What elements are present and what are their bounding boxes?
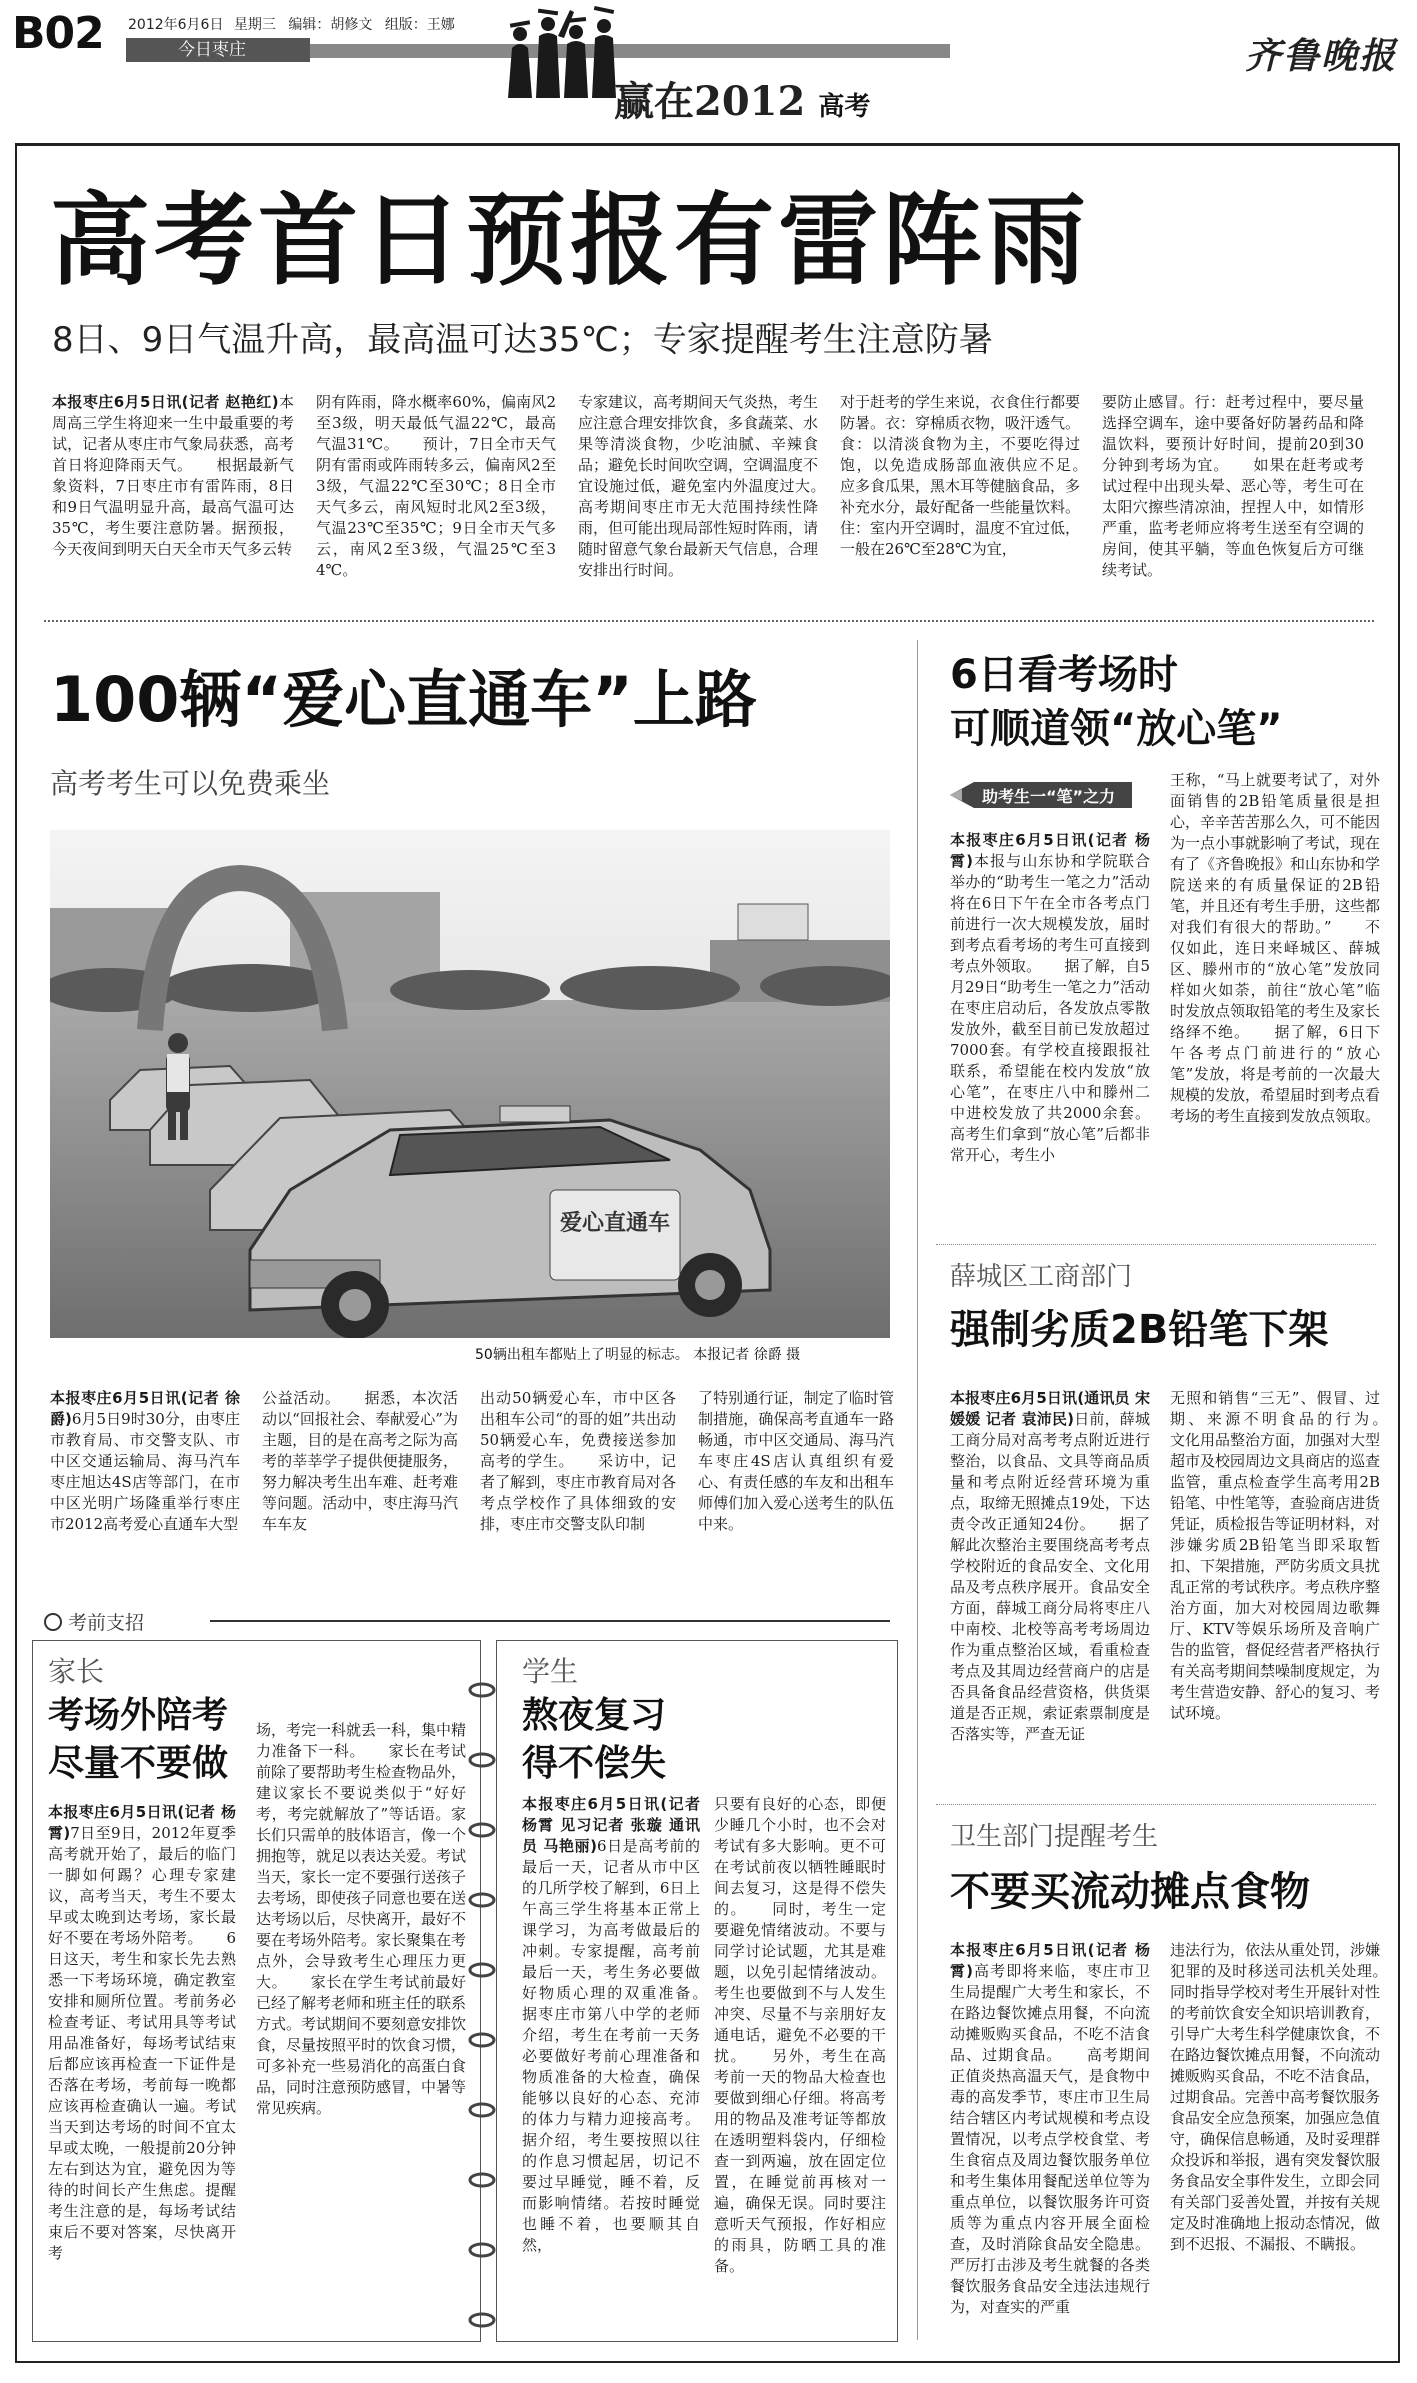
- lead-subtitle: 8日、9日气温升高，最高温可达35℃；专家提醒考生注意防暑: [52, 320, 993, 360]
- header-meta: [128, 14, 455, 34]
- lead-text-2: 阴有阵雨，降水概率60%，偏南风2至3级，明天最低气温22℃，最高气温31℃。 预计，7日全市天气阴有雷雨或阵雨转多云，偏南风2至3级，气温22℃至30℃；8日全市天气多云，南风短时北风2至3级，气温23℃至35℃；9日全市天气多云，南风2至3级，气温25℃至34℃。: [316, 393, 556, 579]
- pen-col-1: [950, 830, 1150, 1230]
- pencil-headline: 强制劣质2B铅笔下架: [950, 1307, 1329, 1353]
- spiral-binding: [466, 1650, 498, 2340]
- issue-date: 2012年6月6日: [128, 17, 224, 33]
- taxi-text-4: 了特别通行证，制定了临时管制措施，确保高考直通车一路畅通，市中区交通局、海马汽车枣庄4S店认真组织有爱心、有责任感的车友和出租车师傅们加入爱心送考生的队伍中来。: [698, 1389, 894, 1533]
- banner-tag: 高考: [818, 92, 871, 122]
- lead-headline: 高考首日预报有雷阵雨: [50, 182, 1090, 299]
- editor-credit: 编辑：胡修文: [288, 17, 373, 33]
- parent-text-2: 场，考完一科就丢一科，集中精力准备下一科。 家长在考试前除了要帮助考生检查物品外，建议家长不要说类似于“好好考，考完就解放了”等话语。家长们只需单的肢体语言，像一个拥抱等，就足以表达关爱。考试当天，家长一定不要强行送孩子去考场，即使孩子同意也要在送达考场以后，尽快离开，最好不要在考场外陪考。家长聚集在考点外，会导致考生心理压力更大。 家长在学生考试前最好已经了解考老师和班主任的联系方式。考试期间不要刻意安排饮食，尽量按照平时的饮食习惯，可多补充一些易消化的高蛋白食品，同时注意预防感冒，中暑等常见疾病。: [256, 1721, 466, 2117]
- pen-logo-label: 助考生一“笔”之力: [982, 787, 1116, 806]
- stall-col-1: [950, 1940, 1150, 2350]
- pen-dateline: 本报枣庄6月5日讯(记者 杨霄): [950, 831, 1150, 870]
- student-text-1: 6日是高考前的最后一天，记者从市中区的几所学校了解到，6日上午高三学生将基本正常上课学习，为高考做最后的冲刺。专家提醒，高考前最后一天，考生务必要做好物质心理的双重准备。 据枣庄市第八中学的老师介绍，考生在考前一天务必要做好考前心理准备和物质准备的大检查，确保能够以良好的心态、充沛的体力与精力迎接高考。据介绍，考生要按照以往的作息习惯起居，切记不要过早睡觉，睡不着，反而影响情绪。若按时睡觉也睡不着，也要顺其自然，: [522, 1837, 700, 2254]
- section-name: 今日枣庄: [178, 40, 246, 60]
- top-rule: [15, 143, 1400, 146]
- lead-col-3: [578, 392, 818, 607]
- parent-headline-line2: 尽量不要做: [48, 1743, 229, 1784]
- student-headline-line1: 熬夜复习: [522, 1695, 667, 1736]
- parent-text-1: 7日至9日，2012年夏季高考就开始了，最后的临门一脚如何踢？心理专家建议，高考当天，考生不要太早或太晚到达考场，家长最好不要在考场外陪考。 6日这天，考生和家长先去熟悉一下考场环境，确定教室安排和厕所位置。考前务必检查考证、考试用具等考试用品准备好，每场考试结束后都应该再检查一下证件是否落在考场，考前每一晚都应该再检查确认一遍。考试当天到达考场的时间不宜太早或太晚，一般提前20分钟左右到达为宜，避免因为等待的时间长产生焦虑。提醒考生注意的是，每场考试结束后不要对答案，尽快离开考: [48, 1824, 236, 2262]
- taxi-col-3: [480, 1388, 676, 1598]
- stall-kicker: 卫生部门提醒考生: [950, 1822, 1159, 1852]
- bulb-icon: [44, 1613, 62, 1631]
- lead-text-5: 要防止感冒。行：赶考过程中，要尽量选择空调车，途中要备好防暑药品和降温饮料，要预计好时间，提前20到30分钟到考场为宜。 如果在赶考或考试过程中出现头晕、恶心等，考生可在太阳穴擦些清凉油，捏捏人中，如情形严重，监考老师应将考生送至有空调的房间，使其平躺，等血色恢复后方可继续考试。: [1102, 393, 1364, 579]
- parent-kicker: 家长: [48, 1655, 105, 1688]
- lead-col-5: [1102, 392, 1364, 607]
- pen-text-2: 王称，“马上就要考试了，对外面销售的2B铅笔质量很是担心，辛辛苦苦那么久，可不能因为一点小事就影响了考试，现在有了《齐鲁晚报》和山东协和学院送来的有质量保证的2B铅笔，并且还有考生手册，这些都对我们有很大的帮助。” 不仅如此，连日来峄城区、薛城区、滕州市的“放心笔”发放同样如火如荼，前往“放心笔”临时发放点领取铅笔的考生及家长络绎不绝。 据了解，6日下午各考点门前进行的“放心笔”发放，将是考前的一次最大规模的发放，希望届时到考点看考场的考生直接到发放点领取。: [1170, 771, 1380, 1125]
- taxi-col-1: [50, 1388, 240, 1598]
- lead-divider: [44, 620, 1374, 622]
- taxi-text-1: 6月5日9时30分，由枣庄市教育局、市交警支队、市中区交通运输局、海马汽车枣庄旭达4S店等部门，在市中区光明广场隆重举行枣庄市2012高考爱心直通车大型: [50, 1410, 240, 1533]
- pencil-text-2: 无照和销售“三无”、假冒、过期、来源不明食品的行为。 文化用品整治方面，加强对大型超市及校园周边文具商店的巡查监管，重点检查学生高考用2B铅笔、中性笔等，查验商店进货凭证，质检报告等证明材料，对涉嫌劣质2B铅笔当即采取暂扣、下架措施，严防劣质文具扰乱正常的考试秩序。考点秩序整治方面，加大对校园周边歌舞厅、KTV等娱乐场所及音响广告的监管，督促经营者严格执行有关高考期间禁噪制度规定，为考生营造安静、舒心的复习、考试环境。: [1170, 1389, 1380, 1722]
- lead-col-1: [52, 392, 294, 607]
- pencil-kicker: 薛城区工商部门: [950, 1262, 1133, 1292]
- taxi-dateline: 本报枣庄6月5日讯(记者 徐爵): [50, 1389, 240, 1428]
- support-section-name: 考前支招: [68, 1612, 145, 1634]
- student-col-2: [714, 1794, 886, 2334]
- lead-text-4: 对于赶考的学生来说，衣食住行都要防暑。衣：穿棉质衣物，吸汗透气。食：以清淡食物为主，不要吃得过饱，以免造成肠部血液供应不足。 应多食瓜果，黑木耳等健脑食品，多补充水分，最好配备一些能量饮料。住：室内开空调时，温度不宜过低，一般在26℃至28℃为宜，: [840, 393, 1080, 558]
- support-top-rule: [210, 1620, 890, 1622]
- student-headline-line2: 得不偿失: [522, 1743, 667, 1784]
- student-text-2: 只要有良好的心态，即便少睡几个小时，也不会对考试有多大影响。更不可在考试前夜以牺牲睡眠时间去复习，这是得不偿失的。 同时，考生一定要避免情绪波动。不要与同学讨论试题，尤其是难题，以免引起情绪波动。考生也要做到不与人发生冲突、尽量不与亲朋好友通电话，避免不必要的干扰。 另外，考生在高考前一天的物品大检查也要做到细心仔细。将高考用的物品及准考证等都放在透明塑料袋内，仔细检查一到两遍，放在固定位置，在睡觉前再核对一遍，确保无误。同时要注意听天气预报，作好相应的雨具，防晒工具的准备。: [714, 1795, 886, 2275]
- stall-headline: 不要买流动摊点食物: [950, 1869, 1310, 1915]
- taxi-photo: [50, 830, 890, 1338]
- stall-text-2: 违法行为，依法从重处罚，涉嫌犯罪的及时移送司法机关处理。 同时指导学校对考生开展针对性的考前饮食安全知识培训教育，引导广大考生科学健康饮食，不在路边餐饮摊点用餐，不向流动摊贩购买食品，不吃不洁食品，过期食品。完善中高考餐饮服务食品安全应急预案，加强应急值守，确保信息畅通，及时妥理群众投诉和举报，遇有突发餐饮服务食品安全事件发生，立即会同有关部门妥善处置，并按有关规定及时准确地上报动态情况，做到不迟报、不漏报、不瞒报。: [1170, 1941, 1380, 2253]
- student-dateline: 本报枣庄6月5日讯(记者 杨霄 见习记者 张璇 通讯员 马艳丽): [522, 1795, 700, 1855]
- pencil-col-2: [1170, 1388, 1380, 1798]
- pencil-divider: [936, 1804, 1376, 1805]
- lead-col-4: [840, 392, 1080, 607]
- taxi-col-2: [262, 1388, 458, 1598]
- lead-text-3: 专家建议，高考期间天气炎热，考生应注意合理安排饮食，多食蔬菜、水果等清淡食物，少吃油腻、辛辣食品；避免长时间吹空调，空调温度不宜设施过低，避免室内外温度过大。 高考期间枣庄市无大范围持续性降雨，但可能出现局部性短时阵雨，请随时留意气象台最新天气信息，合理安排出行时间。: [578, 393, 818, 579]
- pen-col-2: [1170, 770, 1380, 1230]
- taxi-photo-caption: 50辆出租车都贴上了明显的标志。 本报记者 徐爵 摄: [475, 1347, 801, 1363]
- right-rule: [1398, 143, 1400, 2363]
- banner-main: 赢在2012: [614, 78, 806, 125]
- stall-col-2: [1170, 1940, 1380, 2350]
- lead-dateline: 本报枣庄6月5日讯(记者 赵艳红): [52, 393, 279, 411]
- pen-headline: [950, 648, 1283, 756]
- banner-title: [614, 70, 870, 127]
- masthead-logo: 齐鲁晚报: [1245, 35, 1398, 77]
- photo-sign: 爱心直通车: [559, 1211, 671, 1236]
- taxi-text-2: 公益活动。 据悉，本次活动以“回报社会、奉献爱心”为主题，目的是在高考之际为高考的莘莘学子提供便捷服务，努力解决考生出车难、赶考难等问题。活动中，枣庄海马汽车车友: [262, 1389, 458, 1533]
- lead-text-1: 本周高三学生将迎来一生中最重要的考试，记者从枣庄市气象局获悉，高考首日将迎降雨天气。 根据最新气象资料，7日枣庄市有雷阵雨，8日和9日气温明显升高，最高气温可达35℃，考生要注意防暑。据预报，今天夜间到明天白天全市天气多云转: [52, 393, 294, 558]
- pen-logo: [950, 778, 1132, 812]
- student-kicker: 学生: [522, 1655, 579, 1688]
- student-col-1: [522, 1794, 700, 2334]
- page-number: B02: [12, 8, 104, 59]
- pencil-dateline: 本报枣庄6月5日讯(通讯员 宋媛媛 记者 袁沛民): [950, 1389, 1150, 1428]
- parent-headline: [48, 1692, 228, 1788]
- right-column-divider: [917, 640, 918, 2340]
- stall-text-1: 高考即将来临，枣庄市卫生局提醒广大考生和家长，不在路边餐饮摊点用餐，不向流动摊贩购买食品，不吃不洁食品、过期食品。 高考期间正值炎热高温天气，是食物中毒的高发季节，枣庄市卫生局结合辖区内考试规模和考点设置情况，以考点学校食堂、考生食宿点及周边餐饮服务单位和考生集体用餐配送单位等为重点单位，以餐饮服务许可资质等为重点内容开展全面检查，及时消除食品安全隐患。严厉打击涉及考生就餐的各类餐饮服务食品安全违法违规行为，对查实的严重: [950, 1962, 1150, 2316]
- parent-dateline: 本报枣庄6月5日讯(记者 杨霄): [48, 1803, 236, 1842]
- pen-divider: [936, 1244, 1376, 1245]
- bottom-rule: [15, 2361, 1400, 2363]
- pencil-text-1: 日前，薛城工商分局对高考考点附近进行整治，以食品、文具等商品质量和考点附近经营环境为重点，取缔无照摊点19处，下达责令改正通知24份。 据了解此次整治主要围绕高考考点学校附近的食品安全、文化用品及考点秩序展开。食品安全方面，薛城工商分局将枣庄八中南校、北校等高考考场周边作为重点整治区域，看重检查考点及其周边经营商户的店是否具备食品经营资格，供货渠道是否正规，索证索票制度是否落实等，严查无证: [950, 1410, 1150, 1743]
- student-headline: [522, 1692, 666, 1788]
- section-tab: [126, 38, 310, 62]
- parent-headline-line1: 考场外陪考: [48, 1695, 229, 1736]
- left-rule: [15, 143, 17, 2363]
- support-section-label: [44, 1608, 144, 1635]
- parent-col-2: [256, 1720, 466, 2336]
- taxi-text-3: 出动50辆爱心车，市中区各出租车公司“的哥的姐”共出动50辆爱心车，免费接送参加高考的学生。 采访中，记者了解到，枣庄市教育局对各考点学校作了具体细致的安排，枣庄市交警支队印制: [480, 1389, 676, 1533]
- pencil-col-1: [950, 1388, 1150, 1798]
- graduates-illustration: [498, 6, 633, 98]
- layout-credit: 组版：王娜: [384, 17, 455, 33]
- lead-col-2: [316, 392, 556, 607]
- parent-col-1: [48, 1802, 236, 2336]
- pen-headline-line1: 6日看考场时: [950, 652, 1178, 698]
- issue-weekday: 星期三: [233, 17, 276, 33]
- taxi-headline: 100辆“爱心直通车”上路: [50, 663, 757, 736]
- taxi-col-4: [698, 1388, 894, 1598]
- pen-headline-line2: 可顺道领“放心笔”: [950, 706, 1283, 752]
- taxi-subtitle: 高考考生可以免费乘坐: [50, 767, 331, 800]
- pen-text-1: 本报与山东协和学院联合举办的“助考生一笔之力”活动将在6日下午在全市各考点门前进行一次大规模发放，届时到考点看考场的考生可直接到考点外领取。 据了解，自5月29日“助考生一笔之力”活动在枣庄启动后，各发放点零散发放外，截至目前已发放超过7000套。有学校直接跟报社联系，希望能在校内发放“放心笔”，在枣庄八中和滕州二中进校发放了共2000余套。高考生们拿到“放心笔”后都非常开心，考生小: [950, 852, 1150, 1164]
- stall-dateline: 本报枣庄6月5日讯(记者 杨霄): [950, 1941, 1150, 1980]
